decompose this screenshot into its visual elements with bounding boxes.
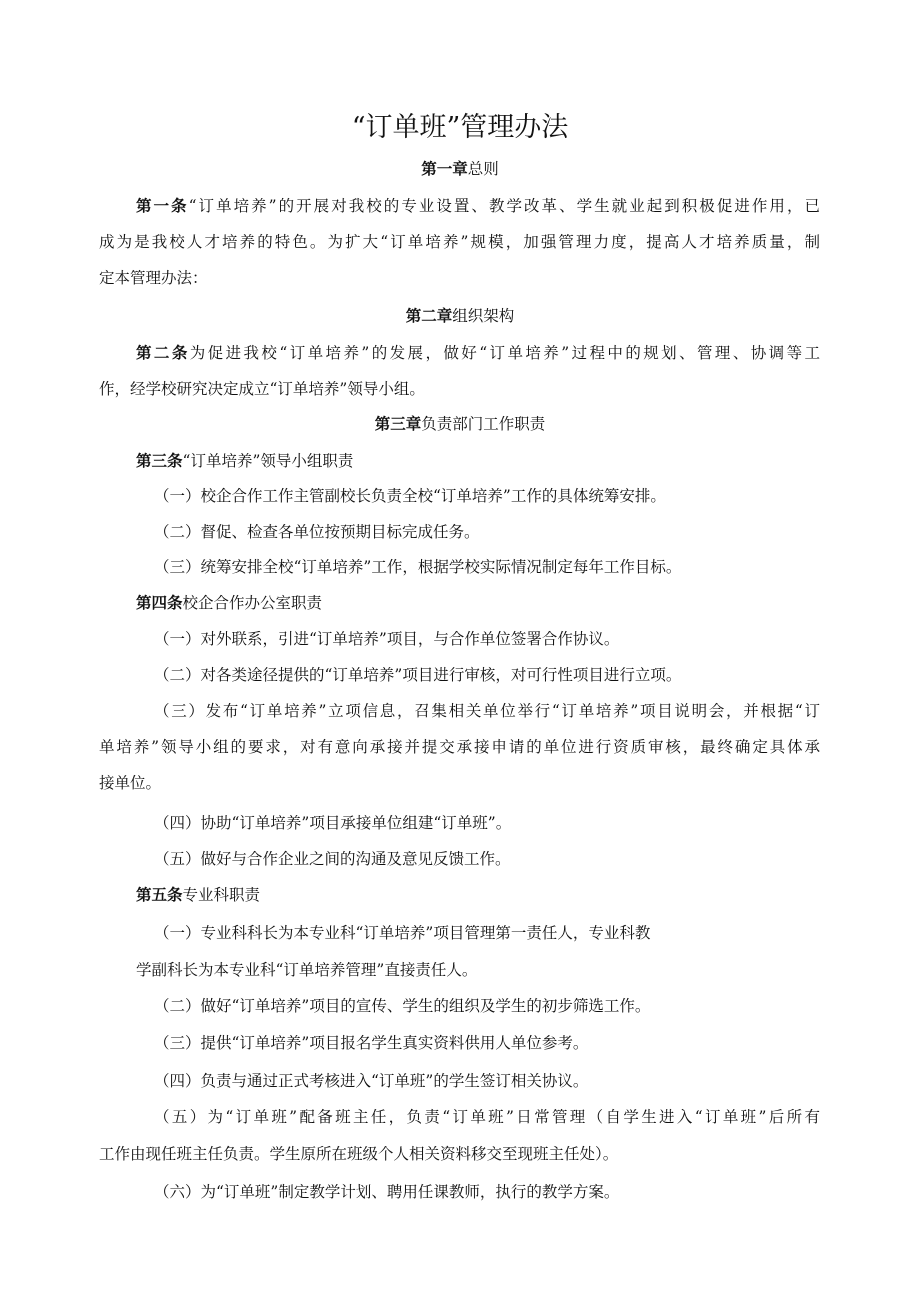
article-3-text: “订单培养”领导小组职责 (182, 452, 354, 470)
article-5-item-1-line-1: （一）专业科科长为本专业科“订单培养”项目管理第一责任人，专业科教 (154, 924, 651, 942)
article-4-item-1: （一）对外联系，引进“订单培养”项目，与合作单位签署合作协议。 (154, 630, 620, 648)
article-3-item-2: （二）督促、检查各单位按预期目标完成任务。 (154, 523, 480, 541)
article-2-line-2: 作，经学校研究决定成立“订单培养”领导小组。 (99, 380, 425, 398)
article-5-item-6: （六）为“订单班”制定教学计划、聘用任课教师，执行的教学方案。 (154, 1183, 620, 1201)
chapter-3-name: 负责部门工作职责 (421, 415, 546, 433)
article-2-line-1 (136, 341, 820, 365)
article-5-heading (136, 883, 260, 907)
chapter-1-heading (0, 157, 920, 181)
article-2-label: 第二条 (136, 343, 190, 362)
chapter-2-heading (0, 304, 920, 328)
article-4-item-5: （五）做好与合作企业之间的沟通及意见反馈工作。 (154, 850, 511, 868)
chapter-2-name: 组织架构 (452, 307, 515, 325)
article-3-item-1: （一）校企合作工作主管副校长负责全校“订单培养”工作的具体统筹安排。 (154, 487, 666, 505)
article-4-item-3-line-3: 接单位。 (99, 774, 162, 792)
article-4-item-4: （四）协助“订单培养”项目承接单位组建“订单班”。 (154, 814, 512, 832)
article-5-text: 专业科职责 (182, 886, 261, 904)
article-3-label: 第三条 (136, 451, 183, 470)
article-1-text: “订单培养”的开展对我校的专业设置、教学改革、学生就业起到积极促进作用，已 (188, 197, 820, 215)
article-5-item-1-line-2: 学副科长为本专业科“订单培养管理”直接责任人。 (136, 961, 478, 979)
article-1-line-2: 成为是我校人才培养的特色。为扩大“订单培养”规模，加强管理力度，提高人才培养质量，制 (99, 233, 820, 251)
chapter-3-label: 第三章 (374, 414, 422, 433)
article-4-heading (136, 591, 322, 615)
article-5-item-3: （三）提供“订单培养”项目报名学生真实资料供用人单位参考。 (154, 1034, 589, 1052)
article-3-heading (136, 449, 353, 473)
article-5-item-2: （二）做好“订单培养”项目的宣传、学生的组织及学生的初步筛选工作。 (154, 997, 651, 1015)
chapter-2-label: 第二章 (405, 306, 453, 325)
article-1-line-3: 定本管理办法： (99, 269, 208, 287)
article-4-item-2: （二）对各类途径提供的“订单培养”项目进行审核，对可行性项目进行立项。 (154, 666, 682, 684)
article-2-text: 为促进我校“订单培养”的发展，做好“订单培养”过程中的规划、管理、协调等工 (189, 344, 820, 362)
article-5-label: 第五条 (136, 885, 183, 904)
article-1-label: 第一条 (136, 196, 189, 215)
chapter-3-heading (0, 412, 920, 436)
article-3-item-3: （三）统筹安排全校“订单培养”工作，根据学校实际情况制定每年工作目标。 (154, 558, 682, 576)
article-5-item-5-line-1: （五）为“订单班”配备班主任，负责“订单班”日常管理（自学生进入“订单班”后所有 (154, 1108, 820, 1126)
article-5-item-4: （四）负责与通过正式考核进入“订单班”的学生签订相关协议。 (154, 1072, 589, 1090)
chapter-1-name: 总则 (467, 160, 499, 178)
chapter-1-label: 第一章 (421, 159, 468, 178)
article-1-line-1 (136, 194, 820, 218)
article-4-text: 校企合作办公室职责 (182, 594, 323, 612)
article-5-item-5-line-2: 工作由现任班主任负责。学生原所在班级个人相关资料移交至现班主任处）。 (99, 1145, 619, 1163)
article-4-label: 第四条 (136, 593, 183, 612)
article-4-item-3-line-1: （三）发布“订单培养”立项信息，召集相关单位举行“订单培养”项目说明会，并根据“订 (154, 702, 820, 720)
document-title: “订单班”管理办法 (351, 112, 569, 143)
article-4-item-3-line-2: 单培养”领导小组的要求，对有意向承接并提交承接申请的单位进行资质审核，最终确定具体承 (99, 738, 820, 756)
